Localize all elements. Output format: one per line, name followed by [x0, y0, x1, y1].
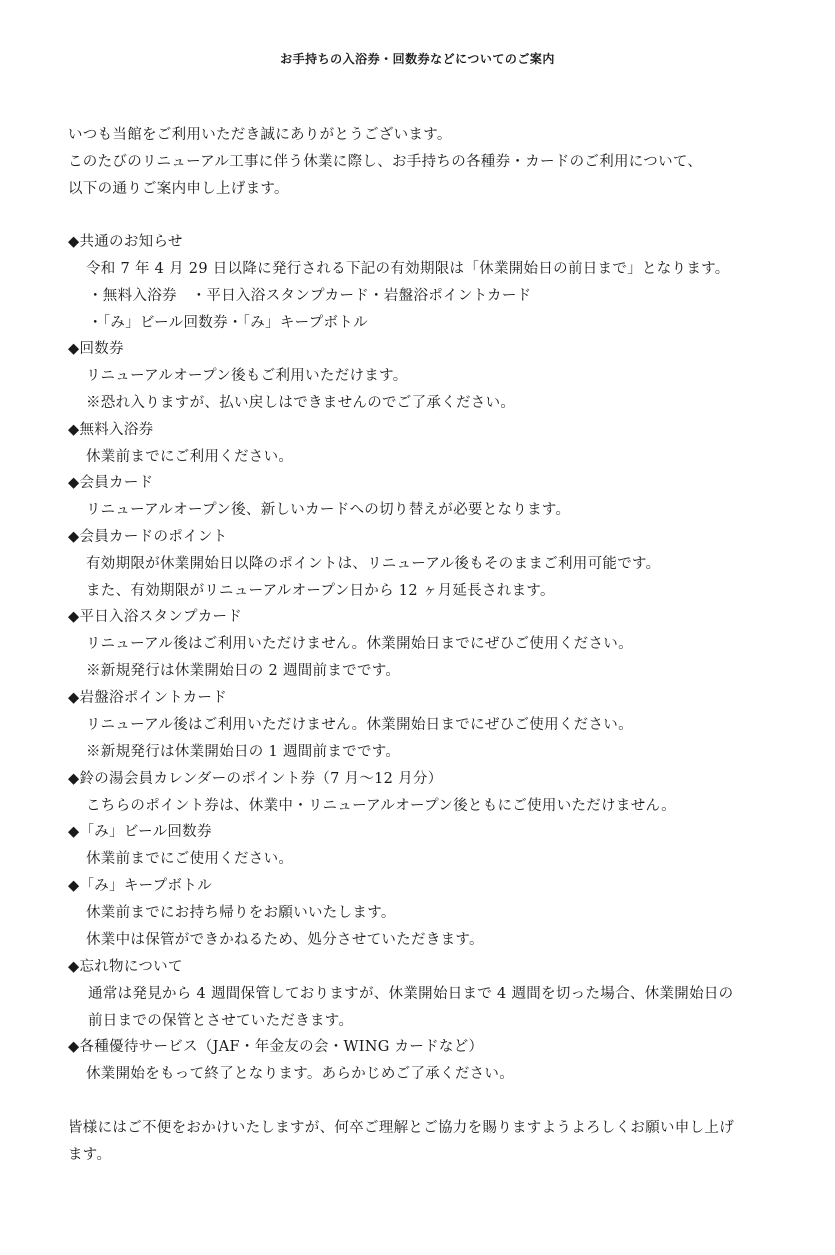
- section-heading-keep-bottle: ◆「み」キープボトル: [68, 878, 212, 894]
- section-heading-discount-services: ◆各種優待サービス（JAF・年金友の会・WING カードなど）: [68, 1039, 484, 1055]
- section-line: 有効期限が休業開始日以降のポイントは、リニューアル後もそのままご利用可能です。: [86, 556, 661, 572]
- section-line: ※恐れ入りますが、払い戻しはできませんのでご了承ください。: [86, 395, 516, 411]
- section-line: ※新規発行は休業開始日の 2 週間前までです。: [86, 663, 401, 679]
- section-heading-common: ◆共通のお知らせ: [68, 234, 183, 250]
- section-line: リニューアルオープン後もご利用いただけます。: [86, 368, 408, 384]
- intro-line: このたびのリニューアル工事に伴う休業に際し、お手持ちの各種券・カードのご利用について、: [68, 154, 703, 170]
- section-line: ・無料入浴券 ・平日入浴スタンプカード・岩盤浴ポイントカード: [88, 288, 532, 304]
- section-line: 休業前までにご利用ください。: [86, 449, 294, 465]
- section-line: 前日までの保管とさせていただきます。: [88, 1013, 354, 1029]
- section-line: リニューアルオープン後、新しいカードへの切り替えが必要となります。: [86, 502, 571, 518]
- section-line: 休業前までにご使用ください。: [86, 851, 294, 867]
- section-line: ※新規発行は休業開始日の 1 週間前までです。: [86, 744, 401, 760]
- section-line: 休業開始をもって終了となります。あらかじめご了承ください。: [86, 1066, 515, 1082]
- section-heading-beer-coupon: ◆「み」ビール回数券: [68, 824, 212, 840]
- page-title: お手持ちの入浴券・回数券などについてのご案内: [280, 52, 555, 66]
- section-line: リニューアル後はご利用いただけません。休業開始日までにぜひご使用ください。: [86, 717, 633, 733]
- section-line: 令和 7 年 4 月 29 日以降に発行される下記の有効期限は「休業開始日の前日まで」となります。: [86, 261, 730, 277]
- section-heading-coupon: ◆回数券: [68, 341, 124, 357]
- intro-line: いつも当館をご利用いただき誠にありがとうございます。: [68, 127, 452, 143]
- closing-line: ます。: [68, 1147, 112, 1163]
- section-line: 通常は発見から 4 週間保管しておりますが、休業開始日まで 4 週間を切った場合、休業開始日の: [88, 986, 734, 1002]
- section-heading-lost-items: ◆忘れ物について: [68, 959, 183, 975]
- section-line: 休業前までにお持ち帰りをお願いいたします。: [86, 905, 396, 921]
- section-heading-member-points: ◆会員カードのポイント: [68, 529, 228, 545]
- section-heading-calendar-points: ◆鈴の湯会員カレンダーのポイント券（7 月～12 月分）: [68, 771, 443, 787]
- section-line: リニューアル後はご利用いただけません。休業開始日までにぜひご使用ください。: [86, 636, 633, 652]
- section-line: 休業中は保管ができかねるため、処分させていただきます。: [86, 932, 484, 948]
- section-heading-stamp-card: ◆平日入浴スタンプカード: [68, 609, 243, 625]
- section-line: また、有効期限がリニューアルオープン日から 12 ヶ月延長されます。: [86, 583, 555, 599]
- closing-line: 皆様にはご不便をおかけいたしますが、何卒ご理解とご協力を賜りますようよろしくお願い申し上げ: [68, 1120, 734, 1136]
- section-line: ・「み」ビール回数券・「み」キープボトル: [88, 315, 368, 331]
- section-line: こちらのポイント券は、休業中・リニューアルオープン後ともにご使用いただけません。: [86, 798, 676, 814]
- intro-line: 以下の通りご案内申し上げます。: [68, 181, 289, 197]
- section-heading-free-ticket: ◆無料入浴券: [68, 422, 154, 438]
- section-heading-member-card: ◆会員カード: [68, 475, 154, 491]
- section-heading-ganbanyoku-card: ◆岩盤浴ポイントカード: [68, 690, 228, 706]
